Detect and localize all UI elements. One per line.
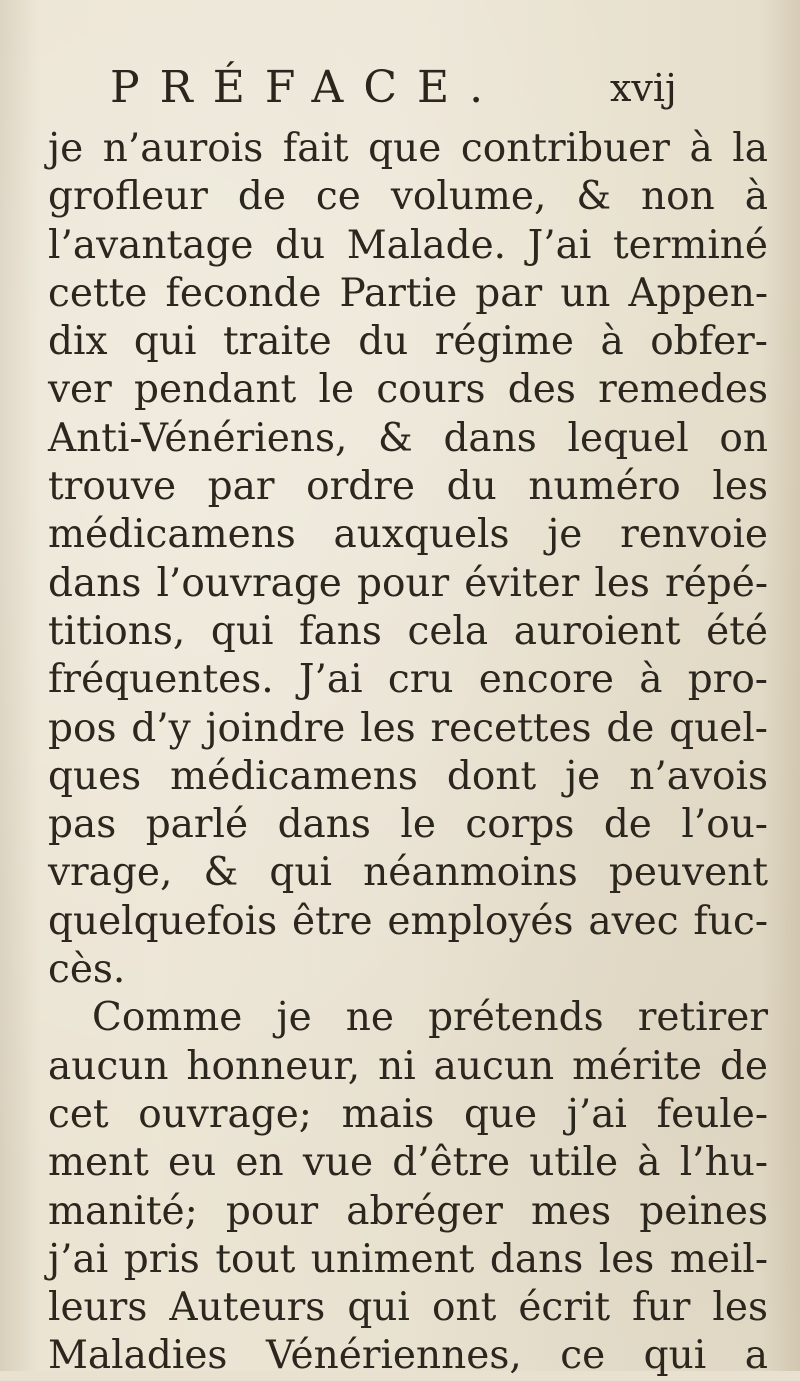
text-line: fréquentes. J’ai cru encore à pro-	[48, 657, 768, 703]
text-line: leurs Auteurs qui ont écrit fur les	[48, 1285, 768, 1331]
text-line: quelquefois être employés avec fuc-	[48, 898, 768, 944]
text-line: pas parlé dans le corps de l’ou-	[48, 802, 768, 848]
text-line: cet ouvrage; mais que j’ai feule-	[48, 1091, 768, 1137]
text-line: Maladies Vénériennes, ce qui a	[48, 1333, 768, 1379]
text-line: dix qui traite du régime à obfer-	[48, 319, 768, 365]
text-line: médicamens auxquels je renvoie	[48, 512, 768, 558]
text-line: je n’aurois fait que contribuer à la	[48, 126, 768, 171]
text-line: grofleur de ce volume, & non à	[48, 174, 768, 220]
text-line: manité; pour abréger mes peines	[48, 1188, 768, 1234]
text-line: Comme je ne prétends retirer	[92, 995, 768, 1041]
text-line: ment eu en vue d’être utile à l’hu-	[48, 1140, 768, 1186]
page-header	[0, 58, 800, 118]
text-line: trouve par ordre du numéro les	[48, 464, 768, 510]
text-line: l’avantage du Malade. J’ai terminé	[48, 222, 768, 268]
text-line: dans l’ouvrage pour éviter les répé-	[48, 560, 768, 606]
text-line: titions, qui fans cela auroient été	[48, 608, 768, 654]
body-text	[48, 125, 768, 1381]
running-title: PRÉFACE.	[110, 62, 504, 113]
text-line: vrage, & qui néanmoins peuvent	[48, 850, 768, 896]
text-line: cès.	[48, 947, 126, 993]
page-number: xvij	[610, 66, 677, 110]
text-line: aucun honneur, ni aucun mérite de	[48, 1043, 768, 1089]
text-line: ques médicamens dont je n’avois	[48, 753, 768, 799]
text-line: pos d’y joindre les recettes de quel-	[48, 705, 768, 751]
text-line: cette feconde Partie par un Appen-	[48, 270, 768, 316]
text-line: j’ai pris tout uniment dans les meil-	[48, 1236, 768, 1282]
text-line: Anti-Vénériens, & dans lequel on	[48, 415, 768, 461]
text-line: ver pendant le cours des remedes	[48, 367, 768, 413]
